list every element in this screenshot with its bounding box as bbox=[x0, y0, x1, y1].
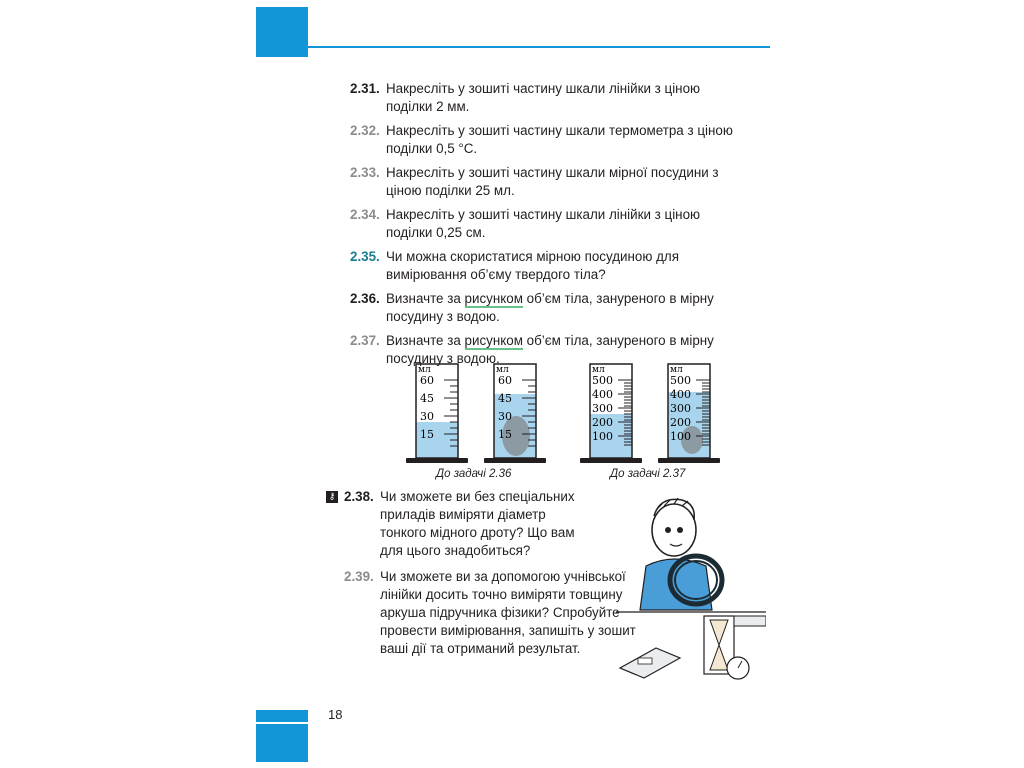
problem-text: Чи зможете ви за допомогою учнівської лінійки досить точно виміряти товщину аркуша підручника фізики? Спробуйте провести вимірювання, запишіть у зошит ваші дії та отриманий результат. bbox=[380, 569, 636, 656]
problem-number: 2.37. bbox=[350, 333, 380, 348]
figure-caption-236: До задачі 2.36 bbox=[436, 468, 512, 480]
problem-2-31 bbox=[350, 80, 736, 116]
textbook-page bbox=[256, 0, 770, 768]
cylinder-236-with-body bbox=[484, 364, 546, 463]
problem-text-end: об’єм тіла, зануреного в мірну посудину з водою. bbox=[386, 333, 714, 366]
problem-number: 2.31. bbox=[350, 81, 380, 96]
problem-text: Накресліть у зошиті частину шкали мірної посудини з ціною поділки 25 мл. bbox=[386, 165, 719, 198]
measuring-cylinders-illustration bbox=[406, 360, 726, 470]
problem-2-38 bbox=[344, 488, 590, 560]
cylinder-236-empty bbox=[406, 364, 468, 463]
header-rule bbox=[308, 46, 770, 48]
student-with-instruments-illustration bbox=[616, 490, 766, 690]
scale-label: 45 bbox=[498, 392, 512, 405]
figure-reference-link[interactable]: рисунком bbox=[464, 291, 523, 306]
scale-label: 15 bbox=[420, 428, 434, 441]
problem-2-33 bbox=[350, 164, 736, 200]
problem-number: 2.35. bbox=[350, 249, 380, 264]
scale-label: 200 bbox=[670, 416, 691, 429]
scale-label: 400 bbox=[670, 388, 691, 401]
problem-text: Накресліть у зошиті частину шкали лінійки з ціною поділки 2 мм. bbox=[386, 81, 701, 114]
problem-2-39 bbox=[344, 568, 642, 658]
unit-label: мл bbox=[670, 365, 683, 375]
problem-text: Чи зможете ви без спеціальних приладів виміряти діаметр тонкого мідного дроту? Що вам для цього знадобиться? bbox=[380, 489, 575, 558]
scale-label: 200 bbox=[592, 416, 613, 429]
figure-caption-237: До задачі 2.37 bbox=[610, 468, 686, 480]
scale-label: 100 bbox=[592, 430, 613, 443]
problem-list bbox=[350, 80, 736, 374]
lower-problem-list bbox=[326, 488, 636, 664]
problem-2-35 bbox=[350, 248, 736, 284]
cylinder-figures bbox=[406, 360, 726, 484]
scale-label: 30 bbox=[498, 410, 512, 423]
problem-number: 2.38. bbox=[344, 489, 374, 504]
problem-text: Накресліть у зошиті частину шкали термометра з ціною поділки 0,5 °С. bbox=[386, 123, 733, 156]
problem-text-start: Визначте за bbox=[386, 291, 465, 306]
problem-text-start: Визначте за bbox=[386, 333, 465, 348]
scale-label: 45 bbox=[420, 392, 434, 405]
corner-block-top bbox=[256, 7, 308, 57]
cylinder-237-with-body bbox=[658, 364, 720, 463]
scale-label: 500 bbox=[592, 374, 613, 387]
problem-2-34 bbox=[350, 206, 736, 242]
figure-reference-link[interactable]: рисунком bbox=[464, 333, 523, 348]
problem-text: Накресліть у зошиті частину шкали лінійки з ціною поділки 0,25 см. bbox=[386, 207, 701, 240]
unit-label: мл bbox=[592, 365, 605, 375]
scale-label: 300 bbox=[670, 402, 691, 415]
scale-label: 30 bbox=[420, 410, 434, 423]
scale-label: 500 bbox=[670, 374, 691, 387]
corner-block-bottom bbox=[256, 710, 308, 762]
scale-label: 60 bbox=[420, 374, 434, 387]
scale-label: 300 bbox=[592, 402, 613, 415]
problem-number: 2.33. bbox=[350, 165, 380, 180]
scale-label: 60 bbox=[498, 374, 512, 387]
problem-text: Чи можна скористатися мірною посудиною для вимірювання об’єму твердого тіла? bbox=[386, 249, 679, 282]
problem-number: 2.36. bbox=[350, 291, 380, 306]
problem-number: 2.34. bbox=[350, 207, 380, 222]
problem-2-32 bbox=[350, 122, 736, 158]
cylinder-237-empty bbox=[580, 364, 642, 463]
key-icon: ⚷ bbox=[326, 491, 338, 503]
scale-label: 100 bbox=[670, 430, 691, 443]
scale-label: 400 bbox=[592, 388, 613, 401]
problem-number: 2.39. bbox=[344, 569, 374, 584]
problem-2-36 bbox=[350, 290, 736, 326]
problem-number: 2.32. bbox=[350, 123, 380, 138]
problem-text-end: об’єм тіла, зануреного в мірну посудину з водою. bbox=[386, 291, 714, 324]
page-number: 18 bbox=[328, 707, 343, 722]
scale-label: 15 bbox=[498, 428, 512, 441]
unit-label: мл bbox=[496, 365, 509, 375]
footer-rule bbox=[256, 722, 308, 724]
unit-label: мл bbox=[418, 365, 431, 375]
